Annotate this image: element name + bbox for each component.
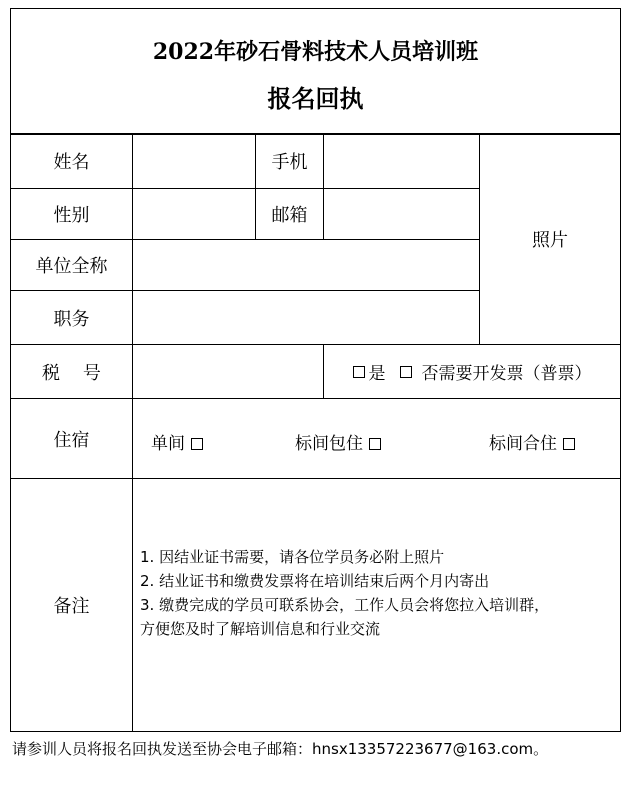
note-item: 3. 缴费完成的学员可联系协会，工作人员会将您拉入培训群， [140,596,550,614]
gender-label: 性别 [10,188,133,240]
lodging-standard-shared-label: 标间合住 [489,434,557,454]
lodging-options [132,398,621,479]
company-field[interactable] [132,239,480,291]
invoice-no-checkbox[interactable] [400,366,412,378]
phone-label: 手机 [255,133,324,189]
email-label: 邮箱 [255,188,324,240]
lodging-standard-included-checkbox[interactable] [369,438,381,450]
invoice-yes-label: 是 [368,364,386,384]
lodging-option-standard-shared [489,429,575,454]
company-label: 单位全称 [10,239,133,291]
tax-field[interactable] [132,344,324,399]
position-label: 职务 [10,290,133,345]
lodging-label: 住宿 [10,398,133,479]
footer-instruction: 请参训人员将报名回执发送至协会电子邮箱：hnsx13357223677@163.com。 [12,740,549,758]
form-title: 2022年砂石骨料技术人员培训班 [152,39,479,65]
tax-label: 税 号 [10,344,133,399]
invoice-text: 否需要开发票（普票） [421,364,592,384]
gender-field[interactable] [132,188,256,240]
photo-area[interactable] [479,133,621,345]
invoice-yes-checkbox[interactable] [353,366,365,378]
position-field[interactable] [132,290,480,345]
lodging-standard-shared-checkbox[interactable] [563,438,575,450]
form-subtitle: 报名回执 [267,84,364,113]
lodging-single-checkbox[interactable] [191,438,203,450]
lodging-option-single [151,429,203,454]
email-field[interactable] [323,188,480,240]
photo-label: 照片 [532,230,568,251]
form-title-block [11,9,620,135]
lodging-standard-included-label: 标间包住 [295,434,363,454]
remarks-label: 备注 [10,478,133,732]
remarks-notes [132,545,549,641]
name-label: 姓名 [10,133,133,189]
lodging-single-label: 单间 [151,434,185,454]
name-field[interactable] [132,133,256,189]
note-item: 2. 结业证书和缴费发票将在培训结束后两个月内寄出 [140,572,490,590]
invoice-options [323,344,621,399]
phone-field[interactable] [323,133,480,189]
lodging-option-standard-included [295,429,381,454]
note-item: 1. 因结业证书需要，请各位学员务必附上照片 [140,548,445,566]
note-item: 方便您及时了解培训信息和行业交流 [140,620,381,638]
